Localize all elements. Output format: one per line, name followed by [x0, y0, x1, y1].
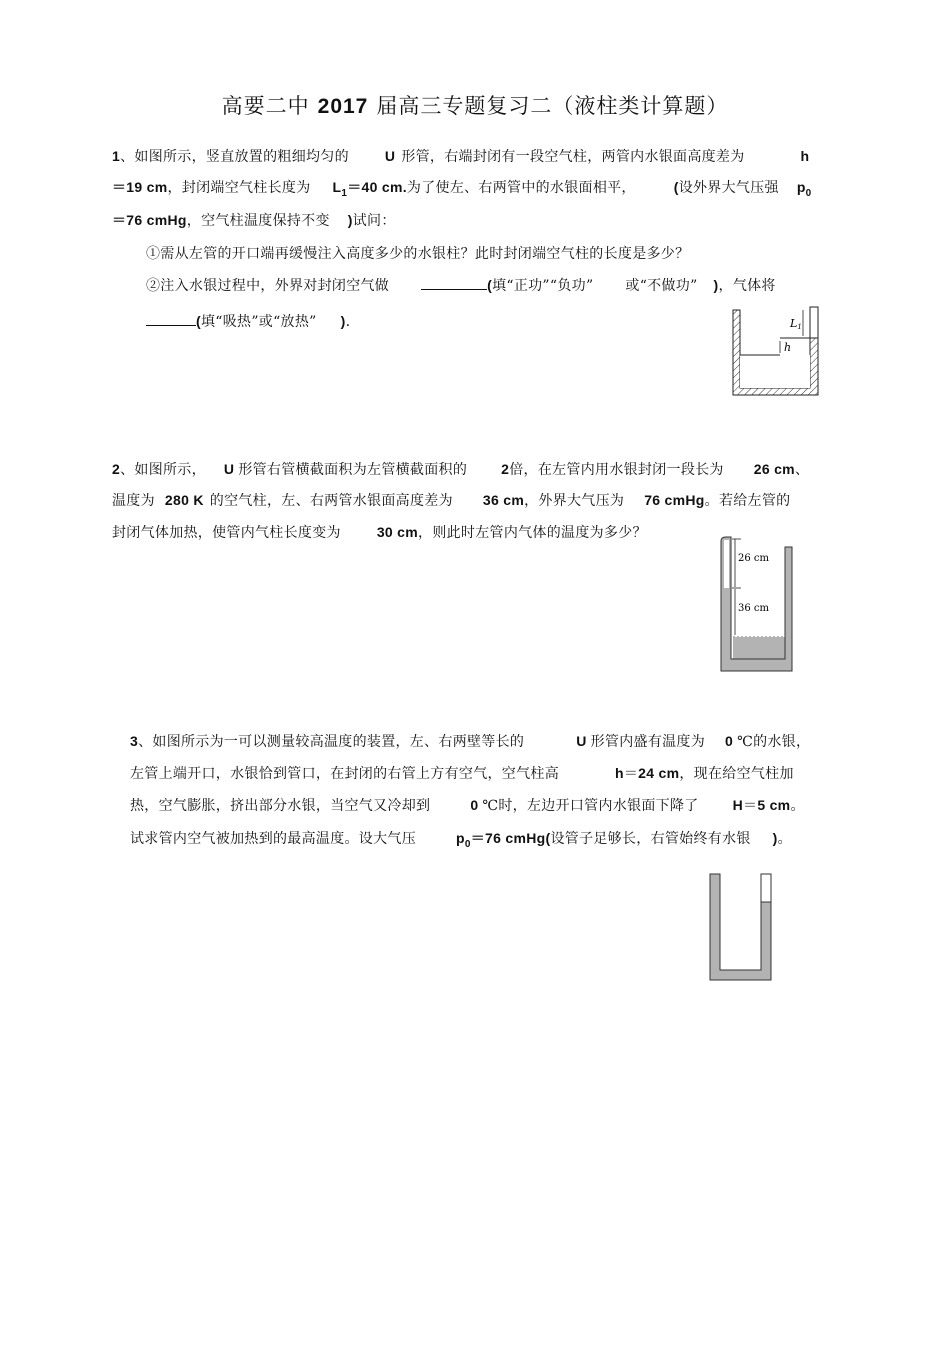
q2-line-1: 2、如图所示， U 形管右管横截面积为左管横截面积的 2倍，在左管内用水银封闭一段长为 26 cm、: [112, 461, 810, 478]
label-36cm: 36 cm: [738, 603, 769, 614]
title-suffix: 届高三专题复习二（液柱类计算题）: [376, 94, 729, 118]
q1-line-6: (填“吸热”或“放热” ).: [146, 311, 350, 331]
q1-line-3: ＝76 cmHg，空气柱温度保持不变 )试问：: [112, 212, 396, 229]
q1-line-5: ②注入水银过程中，外界对封闭空气做 (填“正功”“负功” 或“不做功” )，气体将: [146, 277, 776, 294]
q1-line-1: 1、如图所示，竖直放置的粗细均匀的 U 形管，右端封闭有一段空气柱，两管内水银面高度差为 h: [112, 148, 810, 165]
q2-figure: [715, 535, 800, 680]
q3-figure: [705, 868, 780, 988]
q2-line-2: 温度为 280 K 的空气柱，左、右两管水银面高度差为 36 cm，外界大气压为 76 cmHg。若给左管的: [112, 492, 791, 509]
q1-blank-heat: [146, 313, 196, 326]
title-year: 2017: [317, 95, 369, 118]
q1-line-2: ＝19 cm，封闭端空气柱长度为 $L_1=40$ cm.为了使左、右两管中的水银面相平， (设外界大气压强 $p_0$: [112, 179, 812, 199]
left-air-column: [724, 540, 729, 588]
q3-line-1: 3、如图所示为一可以测量较高温度的装置，左、右两壁等长的 U 形管内盛有温度为 0 ℃的水银，: [130, 733, 811, 750]
q3-line-4: 试求管内空气被加热到的最高温度。设大气压 $p_0=76$ cmHg(设管子足够长，右管始终有水银 )。: [130, 830, 792, 850]
label-h: h: [784, 341, 792, 354]
q1-line-4: ①需从左管的开口端再缓慢注入高度多少的水银柱？此时封闭端空气柱的长度是多少？: [146, 246, 690, 262]
title-prefix: 高要二中: [221, 94, 310, 118]
q2-line-3: 封闭气体加热，使管内气柱长度变为 30 cm，则此时左管内气体的温度为多少？: [112, 524, 647, 541]
right-air-column: [761, 874, 771, 902]
q3-line-3: 热，空气膨胀，挤出部分水银，当空气又冷却到 0 ℃时，左边开口管内水银面下降了 H＝5 cm。: [130, 797, 805, 814]
q3-line-2: 左管上端开口，水银恰到管口，在封闭的右管上方有空气，空气柱高 h＝24 cm，现在给空气柱加: [130, 765, 794, 782]
closed-end-air: [810, 307, 818, 338]
label-26cm: 26 cm: [738, 553, 769, 564]
q1-blank-work: [421, 277, 487, 290]
q1-figure: [728, 305, 828, 405]
label-L1: L1: [790, 317, 802, 331]
page-title: [0, 90, 950, 120]
